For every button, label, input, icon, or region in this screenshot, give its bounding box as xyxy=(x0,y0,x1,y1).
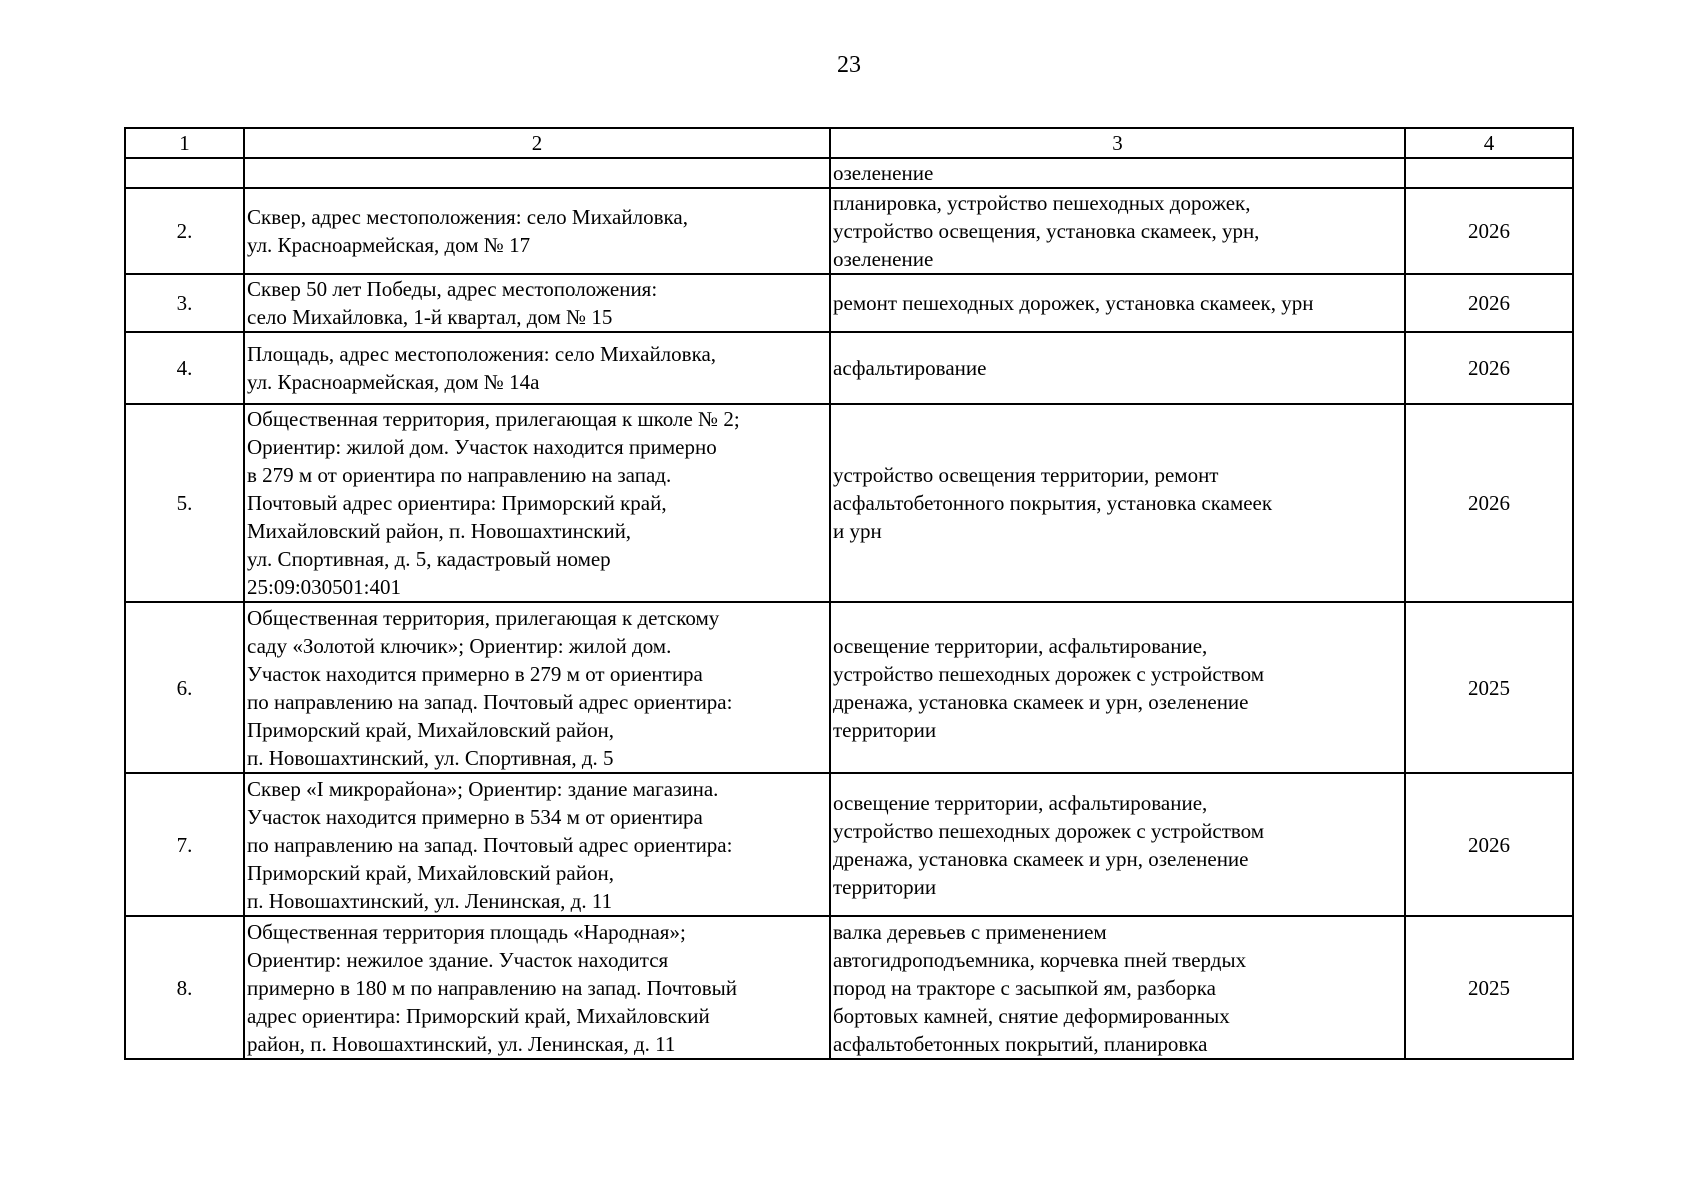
object-cell: Общественная территория, прилегающая к детскому саду «Золотой ключик»; Ориентир: жилой дом. Участок находится примерно в 279 м от ориентира по направлению на запад. Почтовый адрес ориентира: Приморский край, Михайловский район, п. Новошахтинский, ул. Спортивная, д. 5 xyxy=(244,602,830,773)
year-cell: 2026 xyxy=(1405,188,1573,274)
row-number: 2. xyxy=(125,188,244,274)
object-cell: Общественная территория площадь «Народная»; Ориентир: нежилое здание. Участок находится примерно в 180 м по направлению на запад. Почтовый адрес ориентира: Приморский край, Михайловский район, п. Новошахтинский, ул. Ленинская, д. 11 xyxy=(244,916,830,1059)
continuation-cell-num xyxy=(125,158,244,188)
object-cell: Сквер 50 лет Победы, адрес местоположения: село Михайловка, 1-й квартал, дом № 15 xyxy=(244,274,830,332)
row-number: 7. xyxy=(125,773,244,916)
year-cell: 2026 xyxy=(1405,773,1573,916)
object-cell: Площадь, адрес местоположения: село Михайловка, ул. Красноармейская, дом № 14а xyxy=(244,332,830,404)
column-header-4: 4 xyxy=(1405,128,1573,158)
table-header-row xyxy=(125,128,1573,158)
row-number: 4. xyxy=(125,332,244,404)
row-number: 3. xyxy=(125,274,244,332)
year-cell: 2026 xyxy=(1405,274,1573,332)
works-cell: устройство освещения территории, ремонт асфальтобетонного покрытия, установка скамеек и урн xyxy=(830,404,1405,602)
works-cell: ремонт пешеходных дорожек, установка скамеек, урн xyxy=(830,274,1405,332)
year-cell: 2025 xyxy=(1405,916,1573,1059)
row-number: 8. xyxy=(125,916,244,1059)
year-cell: 2026 xyxy=(1405,404,1573,602)
continuation-row xyxy=(125,158,1573,188)
page-number: 23 xyxy=(837,52,861,78)
table-row xyxy=(125,274,1573,332)
works-cell: асфальтирование xyxy=(830,332,1405,404)
works-cell: освещение территории, асфальтирование, устройство пешеходных дорожек с устройством дренажа, установка скамеек и урн, озеленение территории xyxy=(830,773,1405,916)
object-cell: Сквер «I микрорайона»; Ориентир: здание магазина. Участок находится примерно в 534 м от ориентира по направлению на запад. Почтовый адрес ориентира: Приморский край, Михайловский район, п. Новошахтинский, ул. Ленинская, д. 11 xyxy=(244,773,830,916)
works-cell: планировка, устройство пешеходных дорожек, устройство освещения, установка скамеек, урн, озеленение xyxy=(830,188,1405,274)
continuation-cell-works: озеленение xyxy=(830,158,1405,188)
row-number: 6. xyxy=(125,602,244,773)
table-row xyxy=(125,188,1573,274)
works-cell: валка деревьев с применением автогидроподъемника, корчевка пней твердых пород на тракторе с засыпкой ям, разборка бортовых камней, снятие деформированных асфальтобетонных покрытий, планировка xyxy=(830,916,1405,1059)
object-cell: Сквер, адрес местоположения: село Михайловка, ул. Красноармейская, дом № 17 xyxy=(244,188,830,274)
table-row xyxy=(125,773,1573,916)
column-header-3: 3 xyxy=(830,128,1405,158)
column-header-2: 2 xyxy=(244,128,830,158)
row-number: 5. xyxy=(125,404,244,602)
object-cell: Общественная территория, прилегающая к школе № 2; Ориентир: жилой дом. Участок находится примерно в 279 м от ориентира по направлению на запад. Почтовый адрес ориентира: Приморский край, Михайловский район, п. Новошахтинский, ул. Спортивная, д. 5, кадастровый номер 25:09:030501:401 xyxy=(244,404,830,602)
improvement-table xyxy=(124,127,1574,1060)
works-cell: освещение территории, асфальтирование, устройство пешеходных дорожек с устройством дренажа, установка скамеек и урн, озеленение территории xyxy=(830,602,1405,773)
table-row xyxy=(125,404,1573,602)
continuation-cell-object xyxy=(244,158,830,188)
table-row xyxy=(125,916,1573,1059)
year-cell: 2025 xyxy=(1405,602,1573,773)
continuation-cell-year xyxy=(1405,158,1573,188)
table-row xyxy=(125,332,1573,404)
column-header-1: 1 xyxy=(125,128,244,158)
year-cell: 2026 xyxy=(1405,332,1573,404)
table-row xyxy=(125,602,1573,773)
